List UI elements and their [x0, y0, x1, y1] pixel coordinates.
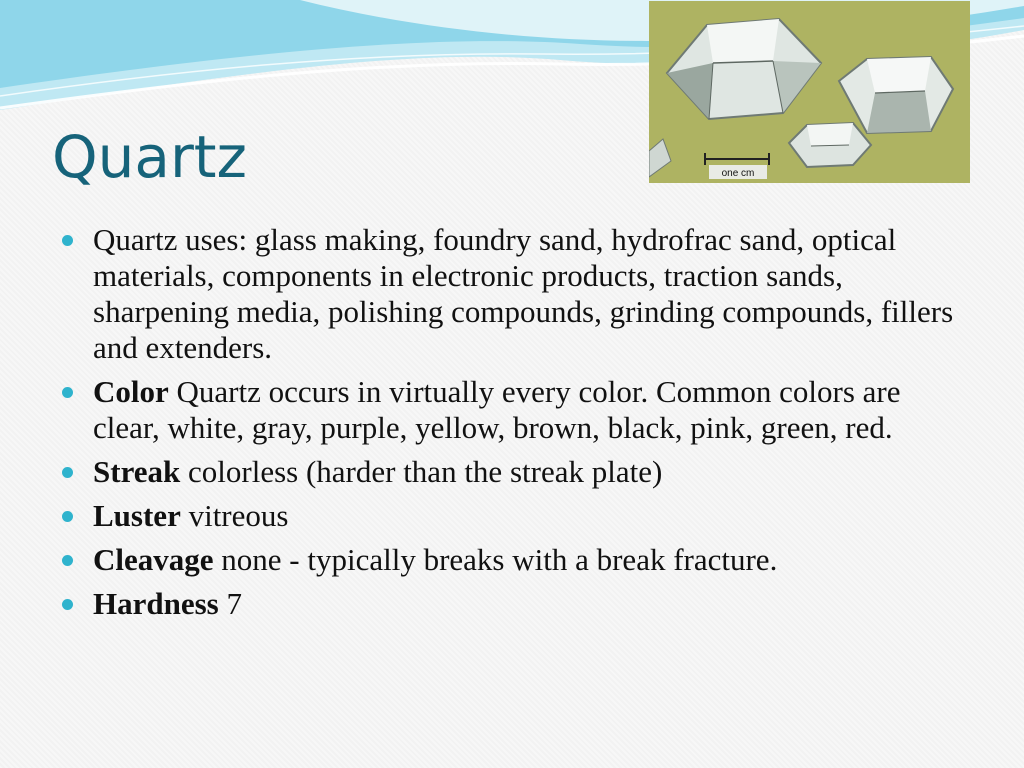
bullet-text: Quartz occurs in virtually every color. Common colors are clear, white, gray, purple, yellow, brown, black, pink, green, red.: [93, 374, 901, 445]
bullet-icon: [62, 235, 73, 246]
bullet-term: Color: [93, 374, 169, 409]
bullet-text: 7: [226, 586, 242, 621]
bullet-item-color: [62, 374, 962, 446]
bullet-text: none - typically breaks with a break fracture.: [221, 542, 778, 577]
bullet-item-hardness: [62, 586, 962, 622]
scale-bar-label: one cm: [721, 168, 755, 179]
bullet-list: [62, 222, 962, 630]
bullet-item-uses: [62, 222, 962, 366]
bullet-item-streak: [62, 454, 962, 490]
bullet-text: Quartz uses: glass making, foundry sand, hydrofrac sand, optical materials, components in electronic products, traction sands, sharpening media, polishing compounds, grinding compounds, fillers and extenders.: [93, 222, 954, 365]
bullet-text: vitreous: [188, 498, 289, 533]
slide-title: Quartz: [52, 123, 247, 191]
bullet-term: Cleavage: [93, 542, 214, 577]
bullet-term: Luster: [93, 498, 181, 533]
quartz-crystals-photo: [649, 1, 970, 183]
bullet-term: Streak: [93, 454, 181, 489]
bullet-icon: [62, 511, 73, 522]
bullet-icon: [62, 387, 73, 398]
bullet-icon: [62, 467, 73, 478]
bullet-text: colorless (harder than the streak plate): [188, 454, 663, 489]
bullet-item-luster: [62, 498, 962, 534]
bullet-term: Hardness: [93, 586, 219, 621]
bullet-icon: [62, 555, 73, 566]
bullet-item-cleavage: [62, 542, 962, 578]
bullet-icon: [62, 599, 73, 610]
